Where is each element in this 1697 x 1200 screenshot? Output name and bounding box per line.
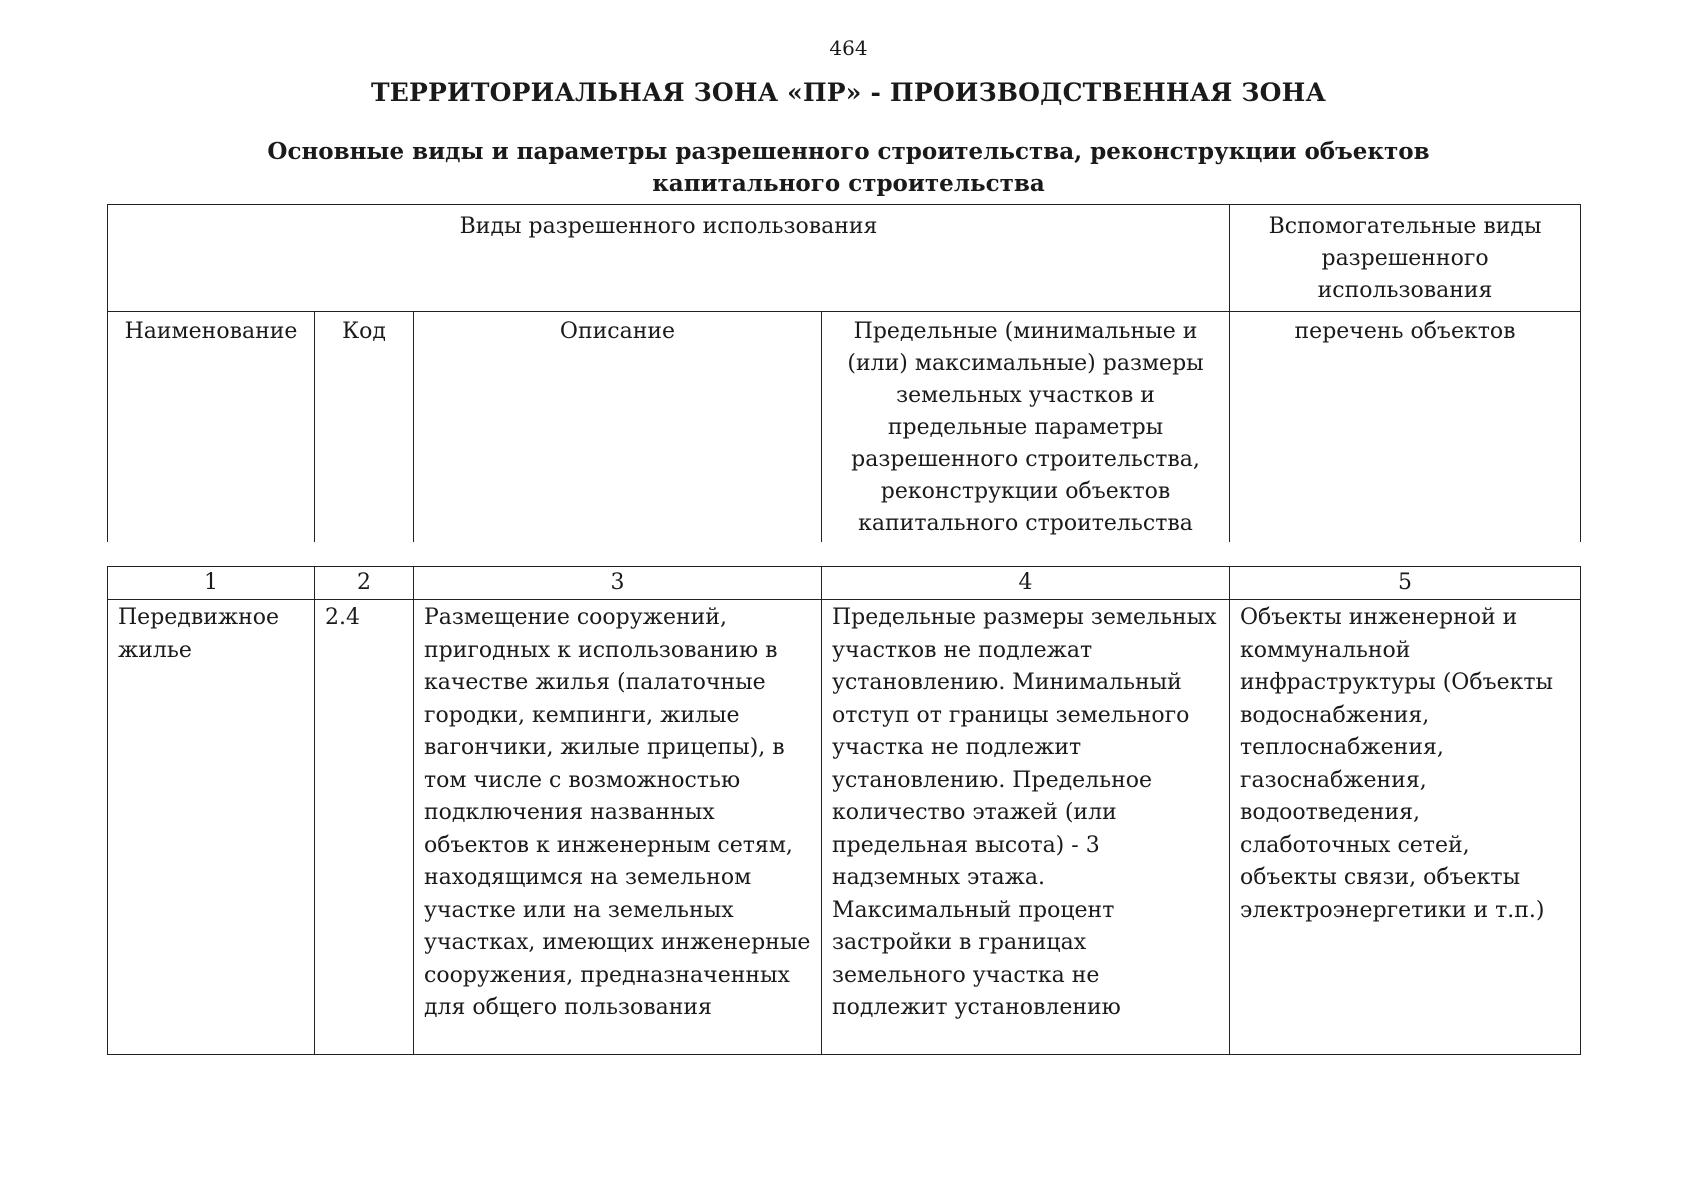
cell-limits: Предельные размеры земельных участков не подлежат установлению. Минимальный отступ от границы земельного участка не подлежит установлению. Предельное количество этажей (или предельная высота) - 3 надземных этажа. Максимальный процент застройки в границах земельного участка не подлежит установлению bbox=[822, 600, 1230, 1055]
cell-name: Передвижное жилье bbox=[108, 600, 315, 1055]
column-number: 3 bbox=[414, 567, 822, 600]
section-title: Основные виды и параметры разрешенного строительства, реконструкции объектов капитального строительства bbox=[267, 138, 1430, 197]
header-col-name: Наименование bbox=[108, 312, 315, 543]
column-number: 5 bbox=[1230, 567, 1581, 600]
table-row bbox=[108, 600, 1581, 1055]
header-table bbox=[107, 204, 1581, 542]
column-number: 2 bbox=[315, 567, 414, 600]
data-table bbox=[107, 566, 1581, 1055]
column-number: 1 bbox=[108, 567, 315, 600]
header-main-group: Виды разрешенного использования bbox=[108, 205, 1230, 312]
header-col-aux-list: перечень объектов bbox=[1230, 312, 1581, 543]
cell-code: 2.4 bbox=[315, 600, 414, 1055]
header-aux-group: Вспомогательные виды разрешенного использования bbox=[1230, 205, 1581, 312]
cell-description: Размещение сооружений, пригодных к использованию в качестве жилья (палаточные городки, кемпинги, жилые вагончики, жилые прицепы), в том числе с возможностью подключения названных объектов к инженерным сетям, находящимся на земельном участке или на земельных участках, имеющих инженерные сооружения, предназначенных для общего пользования bbox=[414, 600, 822, 1055]
header-col-code: Код bbox=[315, 312, 414, 543]
cell-aux: Объекты инженерной и коммунальной инфраструктуры (Объекты водоснабжения, теплоснабжения, газоснабжения, водоотведения, слаботочных сетей, объекты связи, объекты электроэнергетики и т.п.) bbox=[1230, 600, 1581, 1055]
header-col-description: Описание bbox=[414, 312, 822, 543]
column-number-row bbox=[108, 567, 1581, 600]
header-col-limits: Предельные (минимальные и (или) максимальные) размеры земельных участков и предельные параметры разрешенного строительства, реконструкции объектов капитального строительства bbox=[822, 312, 1230, 543]
zone-title: ТЕРРИТОРИАЛЬНАЯ ЗОНА «ПР» - ПРОИЗВОДСТВЕННАЯ ЗОНА bbox=[370, 78, 1327, 107]
page-number: 464 bbox=[829, 36, 868, 60]
column-number: 4 bbox=[822, 567, 1230, 600]
